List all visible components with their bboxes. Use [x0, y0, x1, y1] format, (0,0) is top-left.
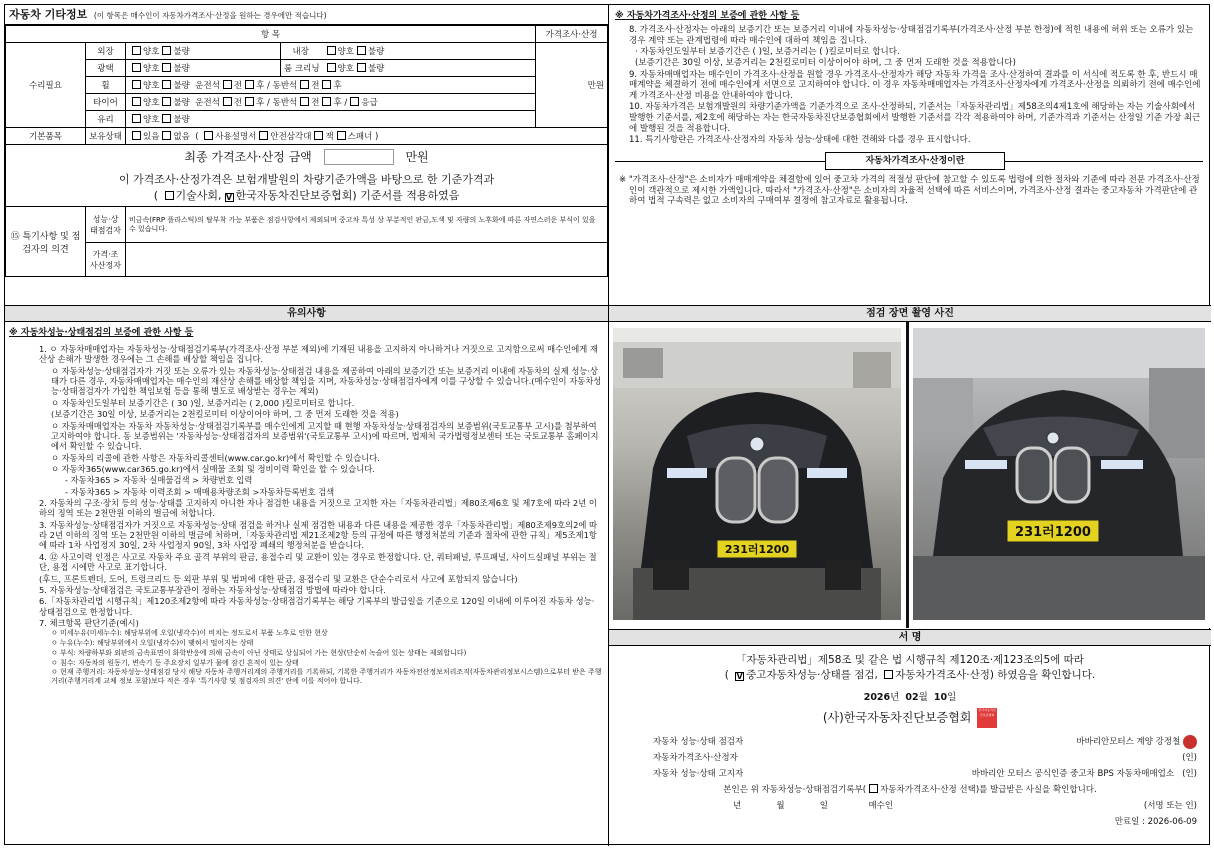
possess-label: 보유상태 — [89, 132, 122, 142]
final-price-input[interactable] — [324, 149, 394, 165]
sign-day: 10 — [933, 692, 948, 703]
checkbox[interactable] — [300, 97, 309, 106]
guarantee-item: 8. 가격조사·산정자는 아래의 보증기간 또는 보증거리 이내에 자동차성능·상태점검기록부(가격조사·산정 부분 한정)에 적힌 내용에 허위 또는 오류가 있는 경우 계약 또는 관계법령에 따라 매수인에 대하여 책임을 집니다. — [629, 25, 1194, 46]
checkbox-checked[interactable]: V — [736, 672, 743, 681]
definition-title: 자동차가격조사·산정이란 — [825, 152, 1005, 170]
col-price-header: 가격조사·산정 — [545, 30, 598, 40]
sign-line-1: 「자동차관리법」제58조 및 같은 법 시행규칙 제120조·제123조의5에 따라 — [736, 654, 1084, 666]
checkbox[interactable] — [884, 670, 893, 679]
checkbox[interactable] — [350, 97, 359, 106]
basis-line-1: 이 가격조사·산정가격은 보험개발원의 차량기준가액을 바탕으로 한 기준가격과 — [118, 173, 495, 187]
signature-panel: 서 명 「자동차관리법」제58조 및 같은 법 시행규칙 제120조·제123조의5에 따라 ( V 중고자동차성능·상태를 점검, 자동차가격조사·산정) 하였음을 확인합니다. 2026년 02월 10일 (사)한국자동차진단보증협회 한국자동차진단보증협회 자동차 성능·상태 점검자 바바리안모터스 계양 강정철 자동차가격조사·산정자 (인) 자동차 성능·상태 고지자 바바리안 모터스 공식인증 중고차 BPS 자동차매매업소 (인) 본인은 위 자동차성능·상태점검기록부( 자동차가격조사·산정 선택)를 발급받은 사실을 확인합니다. 년 월 일 매수인 (서명 또는 인) 만료일 : 2026-06-09 — [609, 630, 1211, 846]
expiry-date: 만료일 : 2026-06-09 — [1114, 817, 1197, 827]
checkbox-checked[interactable]: V — [225, 193, 233, 203]
plate-number: 231러1200 — [1015, 525, 1091, 540]
checkbox[interactable] — [322, 80, 331, 89]
checkbox[interactable] — [162, 114, 171, 123]
repair-label: 수리필요 — [29, 81, 62, 91]
special-label: ⑮ 특기사항 및 점검자의 의견 — [10, 231, 81, 255]
notes-panel — [5, 306, 609, 846]
note-item: 3. 자동차성능·상태점검자가 거짓으로 자동차성능·상태 점검을 하거나 실제 점검한 내용과 다른 내용을 제공한 경우「자동차관리법」제80조제9호의2에 따라 2년 이하의 징역 또는 2천만원 이하의 벌금에 처하며,「자동차관리법 제21조제2항 등의 규정에 따른 행정처분의 기준과 절차에 관한 규칙」제5조제1항에 따라 1차 사업정지 30일, 2차 사업정지 90일, 3차 사업장 폐쇄의 행정처분을 받습니다. — [39, 519, 598, 551]
sign-month: 02 — [905, 692, 919, 703]
price-inspector-label: 가격·조사산정자 — [90, 249, 121, 270]
final-price-unit: 만원 — [405, 149, 429, 164]
criteria-item: ㅇ 누유(누수): 해당부위에서 오일(냉각수)이 맺혀서 떨어지는 상태 — [51, 639, 254, 648]
checkbox[interactable] — [132, 80, 141, 89]
notes-header: 유의사항 — [5, 306, 608, 322]
checkbox[interactable] — [132, 114, 141, 123]
note-item: 7. 체크항목 판단기준(예시) — [39, 617, 139, 628]
note-item: ㅇ 자동차성능·상태점검자가 거짓 또는 오류가 있는 자동차성능·상태점검 내용을 제공하여 아래의 보증기간 또는 보증거리 이내에 자동차의 실제 성능·상태가 다른 경우, 자동차매매업자는 매수인의 재산상 손해를 배상할 책임을 지며, 자동차성능·상태점검자에게 이를 구상할 수 있습니다.(매수인이 자동차성능·상태점검자가 가입한 책임보험 등을 통해 별도로 배상받는 경우는 제외) — [51, 365, 602, 397]
photo-panel — [609, 306, 1211, 630]
checkbox[interactable] — [869, 784, 878, 793]
role-label: 자동차 성능·상태 점검자 — [653, 737, 744, 747]
basic-label: 기본품목 — [29, 132, 62, 142]
price-guarantee-panel — [609, 5, 1211, 306]
guarantee-item: · 자동차인도일부터 보증기간은 ( )일, 보증거리는 ( )킬로미터로 합니다. — [635, 47, 900, 58]
note-item: 5. 자동차성능·상태점검은 국토교통부장관이 정하는 자동차성능·상태점검 방법에 따라야 합니다. — [39, 584, 386, 595]
checkbox[interactable] — [259, 131, 268, 140]
checkbox[interactable] — [132, 131, 141, 140]
checkbox[interactable] — [162, 97, 171, 106]
car-front-image — [613, 328, 901, 620]
inspection-record-page — [4, 4, 1210, 845]
checkbox[interactable] — [165, 191, 174, 200]
note-item: - 자동차365 > 자동차 실매물검색 > 차량번호 입력 — [65, 475, 253, 486]
checkbox[interactable] — [314, 131, 323, 140]
checkbox[interactable] — [204, 131, 213, 140]
criteria-item: ㅇ 현재 주행거리: 자동차성능·상태점검 당시 해당 자동차 주행거리계의 주행거리를 기록하되, 기록한 주행거리가 자동차전산정보처리조직(자동차관리정보시스템)으로부터 받은 주행거리(주행거리계 교체 정보 포함)보다 적은 경우 '특기사항 및 점검자의 의견' 란에 이를 적어야 합니다. — [51, 668, 602, 686]
note-item: ㅇ 자동차인도일부터 보증기간은 ( 30 )일, 보증거리는 ( 2,000 )킬로미터로 합니다. — [51, 397, 355, 408]
note-item: 6.「자동차관리법 시행규칙」제120조제2항에 따라 자동차성능·상태점검기록부는 해당 기록부의 발급일을 기준으로 120일 이내에 이루어진 자동차 성능·상태점검으로 한정합니다. — [39, 596, 595, 617]
section-subtitle: (이 항목은 매수인이 자동차가격조사·산정을 원하는 경우에만 적습니다) — [93, 11, 327, 20]
org-name: (사)한국자동차진단보증협회 — [822, 710, 972, 725]
note-item: 1. ㅇ 자동차매매업자는 자동차성능·상태점검기록부(가격조사·산정 부분 제외)에 기재된 내용을 고지하지 아니하거나 거짓으로 고지함으로써 매수인에게 재산상 손해가 발생한 경우에는 그 손해를 배상할 책임을 집니다. — [39, 344, 598, 365]
row-label: 내장 — [292, 47, 309, 57]
sign-header: 서 명 — [609, 630, 1211, 646]
checkbox[interactable] — [300, 80, 309, 89]
inspection-photo-angle — [913, 328, 1205, 620]
inspection-photo-front — [613, 328, 901, 620]
section-title: 자동차 기타정보 — [9, 8, 88, 21]
checkbox[interactable] — [357, 63, 366, 72]
checkbox[interactable] — [162, 80, 171, 89]
vehicle-other-info — [5, 5, 609, 306]
note-item: 4. ⑫ 사고이력 인정은 사고로 자동차 주요 골격 부위의 판금, 용접수리 및 교환이 있는 경우로 한정합니다. 단, 쿼터패널, 루프패널, 사이드실패널 부위는 절단, 용접 시에만 사고로 표기합니다. — [39, 551, 597, 573]
note-item: ㅇ 자동차365(www.car365.go.kr)에서 실매물 조회 및 정비이력 확인을 할 수 있습니다. — [51, 463, 375, 474]
checkbox[interactable] — [223, 97, 232, 106]
row-label: 외장 — [97, 47, 114, 57]
checkbox[interactable] — [357, 46, 366, 55]
checkbox[interactable] — [327, 46, 336, 55]
notes-title: ※ 자동차성능·상태점검의 보증에 관한 사항 등 — [9, 328, 194, 338]
row-label: 유리 — [97, 115, 114, 125]
guarantee-item: 11. 특기사항란은 가격조사·산정자의 자동차 성능·상태에 대한 견해와 다를 경우 표시합니다. — [629, 135, 971, 146]
checkbox[interactable] — [132, 97, 141, 106]
other-info-table: 항 목 가격조사·산정 수리필요 외장 양호 불량 내장 양호 불량 만원 광택 양호 불량 룸 크리닝 양호 불량 휠 양호 불량 운전석 전 후 / 동반석 전 후 타이어 양호 불량 운전석 전 후 / 동반석 전 후 / 응급 유리 양호 불량 기본품목 보유상태 있음 없음 ( 사용설명서 안전삼각대 잭 스패너 ) 최종 가격조사·산정 금액 만원 이 가격조사·산정가격은 보험개발원의 차량기준가액을 바탕으로 한 기준가격과 ( 기술사회, V 한국자동차진단보증협회) 기준서를 적용하였음 ⑮ 특기사항 및 점검자의 의견 성능·상태점검자 비금속(FRP 플라스틱)의 탈부착 가능 부품은 점검사항에서 제외되며 중고차 특성 상 부분적인 판금,도색 및 자량의 노후화에 따른 자연스러운 부식이 있을 수 있습니다. 가격·조사산정자 — [5, 25, 608, 277]
checkbox[interactable] — [132, 46, 141, 55]
org-seal: 한국자동차진단보증협회 — [977, 708, 997, 728]
row-label: 광택 — [97, 64, 114, 74]
perf-inspector-label: 성능·상태점검자 — [90, 214, 121, 235]
photo-header: 점검 장면 촬영 사진 — [609, 306, 1211, 322]
checkbox[interactable] — [245, 80, 254, 89]
buyer-sign: (서명 또는 인) — [1143, 801, 1197, 811]
row-label: 휠 — [101, 81, 110, 91]
checkbox[interactable] — [162, 46, 171, 55]
criteria-item: ㅇ 미세누유(미세누수): 해당부위에 오일(냉각수)이 비치는 정도로서 부품 노후로 인한 현상 — [51, 629, 328, 638]
guarantee-item: (보증기간은 30일 이상, 보증거리는 2천킬로미터 이상이어야 하며, 그 중 먼저 도래한 것을 적용합니다) — [635, 57, 1016, 68]
checkbox[interactable] — [322, 97, 331, 106]
sign-year: 2026 — [863, 692, 891, 703]
buyer-label: 매수인 — [868, 801, 894, 811]
checkbox[interactable] — [162, 131, 171, 140]
checkbox[interactable] — [162, 63, 171, 72]
criteria-item: ㅇ 부식: 차량하부와 외판의 금속표면이 화학반응에 의해 금속이 아닌 상태로 상실되어 가는 현상(단순히 녹슬어 있는 상태는 제외합니다) — [51, 648, 467, 657]
checkbox[interactable] — [327, 63, 336, 72]
car-angle-image — [913, 328, 1205, 620]
final-price-label: 최종 가격조사·산정 금액 — [184, 149, 312, 164]
note-item: ㅇ 자동차의 리콜에 관한 사항은 자동차리콜센터(www.car.go.kr)에서 확인할 수 있습니다. — [51, 452, 380, 463]
perf-note: 비금속(FRP 플라스틱)의 탈부착 가능 부품은 점검사항에서 제외되며 중고차 특성 상 부분적인 판금,도색 및 자량의 노후화에 따른 자연스러운 부식이 있을 수 있습니다. — [129, 216, 596, 233]
price-guarantee-title: ※ 자동차가격조사·산정의 보증에 관한 사항 등 — [615, 11, 800, 21]
guarantee-item: 10. 자동차가격은 보험개발원의 차량기준가액을 기준가격으로 조사·산정하되, 기준서는「자동차관리법」제58조의4제1호에 해당하는 자는 기술사회에서 발행한 기준서를, 제2호에 해당하는 자는 한국자동차진단보증협회에서 발행한 기준서를 각각 적용하여야 하며, 기준가격과 기준서는 산정일 기준 가장 최근에 발행된 것을 적용합니다. — [629, 102, 1201, 134]
role-label: 자동차 성능·상태 고지자 — [653, 769, 744, 779]
note-item: 2. 자동차의 구조·장치 등의 성능·상태를 고지하지 아니한 자나 점검한 내용을 거짓으로 고지한 자는「자동차관리법」제80조제6호 및 제7호에 따라 2년 이하의 징역 또는 2천만원 이하의 벌금에 처합니다. — [39, 498, 597, 519]
price-unit: 만원 — [587, 81, 605, 91]
note-item: (보증기간은 30일 이상, 보증거리는 2천킬로미터 이상이어야 하며, 그 중 먼저 도래한 것을 적용) — [51, 409, 399, 420]
row-label: 룸 크리닝 — [284, 64, 320, 74]
note-item: (후드, 프론트펜더, 도어, 트렁크리드 등 외판 부위 및 범퍼에 대한 판금, 용접수리 및 교환은 단순수리로서 사고에 포함되지 않습니다) — [39, 573, 518, 584]
criteria-item: ㅇ 침수: 자동차의 원동기, 변속기 등 주요장치 일부가 물에 잠긴 흔적이 있는 상태 — [51, 658, 299, 667]
row-label: 타이어 — [93, 98, 118, 108]
checkbox[interactable] — [132, 63, 141, 72]
note-item: - 자동차365 > 자동차 이력조회 > 매매용차량조회 >자동차등록번호 검색 — [65, 486, 335, 497]
checkbox[interactable] — [245, 97, 254, 106]
col-item-header: 항 목 — [260, 30, 281, 40]
stamp-icon — [1183, 735, 1197, 749]
plate-number: 231러1200 — [724, 543, 790, 556]
note-item: ㅇ 자동차매매업자는 자동차 자동차성능·상태점검기록부를 매수인에게 고지할 때 현행 자동차성능·상태점검자의 보증범위(국토교통부 고시)를 첨부하여 고지하여야 합니다. 동 보증범위는 '자동차성능·상태점검자의 보증범위'(국토교통부 고시)에 따르며, 법제처 국가법령정보센터 또는 국토교통부 홈페이지에서 확인할 수 있습니다. — [51, 420, 599, 452]
checkbox[interactable] — [337, 131, 346, 140]
role-label: 자동차가격조사·산정자 — [653, 753, 738, 763]
definition-text: ※ "가격조사·산정"은 소비자가 매매계약을 체결함에 있어 중고차 가격의 적절성 판단에 참고할 수 있도록 법령에 의한 절차와 기준에 따라 전문 가격조사·산정인이 객관적으로 제시한 가액입니다. 따라서 "가격조사·산정"은 소비자의 자율적 선택에 따른 서비스이며, 가격조사·산정 결과는 중고자동차 가격판단에 관하여 법적 구속력은 없고 소비자의 구매여부 결정에 참고자료로 활용됩니다. — [619, 174, 1200, 207]
guarantee-item: 9. 자동차매매업자는 매수인이 가격조사·산정을 원할 경우 가격조사·산정자가 해당 자동차 가격을 조사·산정하여 결과를 이 서식에 적도록 한 후, 반드시 매매계약을 체결하기 전에 매수인에게 서면으로 고지하여야 합니다. 이 경우 자동차매매업자는 가격조사·산정자에게 가격조사·산정을 의뢰하기 전에 매수인에게 가격조사·산정 비용을 안내하여야 합니다. — [629, 69, 1201, 101]
checkbox[interactable] — [223, 80, 232, 89]
